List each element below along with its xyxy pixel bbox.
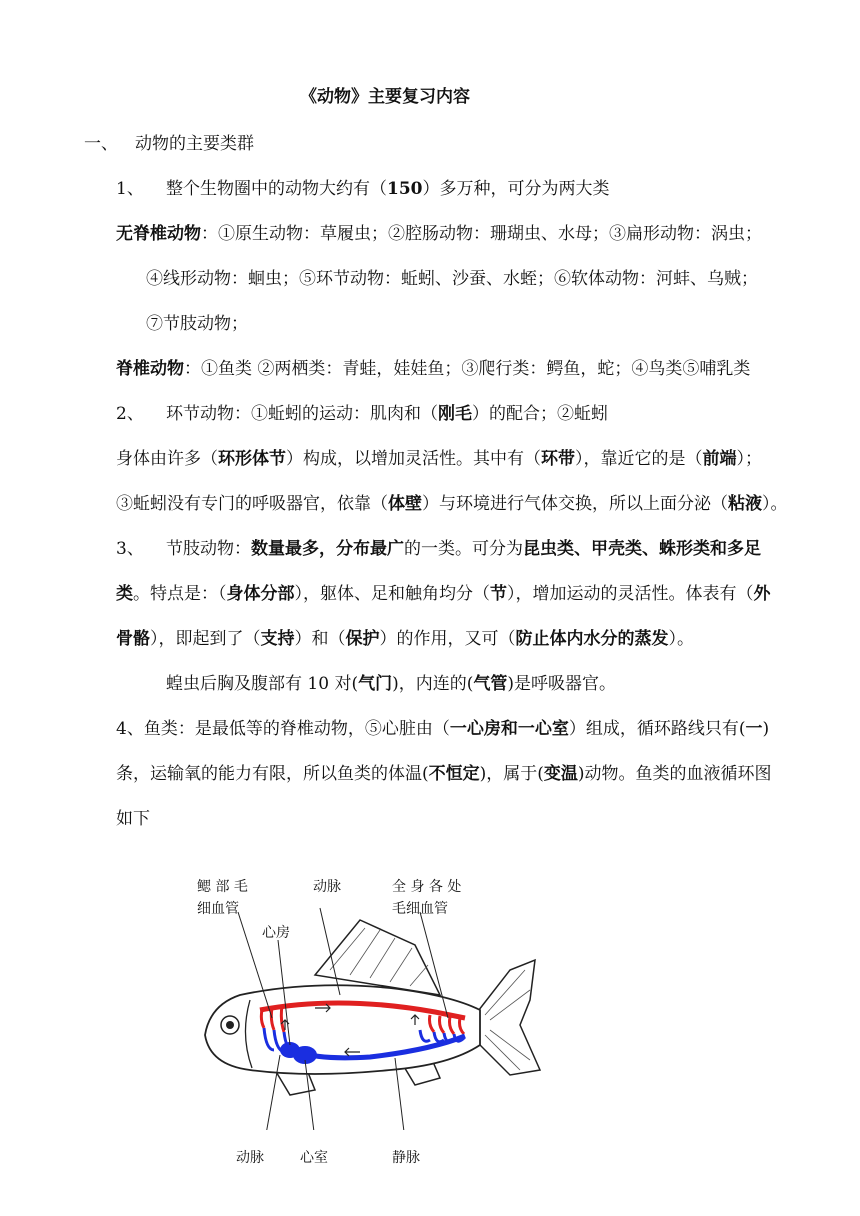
item-3-line-4: 蝗虫后胸及腹部有 10 对(气门)，内连的(气管)是呼吸器官。 bbox=[166, 674, 616, 694]
vertebrates-line: 脊椎动物：①鱼类 ②两栖类：青蛙，娃娃鱼；③爬行类：鳄鱼，蛇；④鸟类⑤哺乳类 bbox=[116, 359, 751, 379]
item-4-line-3: 如下 bbox=[116, 809, 150, 829]
item-1-text: 整个生物圈中的动物大约有（150）多万种，可分为两大类 bbox=[166, 179, 610, 199]
item-3-line-2: 类。特点是：（身体分部），躯体、足和触角均分（节），增加运动的灵活性。体表有（外 bbox=[116, 584, 771, 604]
fish-body bbox=[205, 985, 480, 1074]
item-2-line-3: ③蚯蚓没有专门的呼吸器官，依靠（体壁）与环境进行气体交换，所以上面分泌（粘液）。 bbox=[116, 494, 788, 514]
item-2-line-2: 身体由许多（环形体节）构成，以增加灵活性。其中有（环带），靠近它的是（前端）； bbox=[116, 449, 762, 469]
label-atrium: 心房 bbox=[262, 925, 290, 941]
item-4-line-1: 4、鱼类：是最低等的脊椎动物，⑤心脏由（一心房和一心室）组成，循环路线只有(一) bbox=[116, 719, 770, 739]
item-3-line-3: 骨骼），即起到了（支持）和（保护）的作用，又可（防止体内水分的蒸发）。 bbox=[116, 629, 694, 649]
label-body-capillaries: 全 身 各 处 毛细血管 bbox=[392, 879, 462, 917]
label-artery-top: 动脉 bbox=[313, 879, 341, 895]
invertebrates-line-2: ④线形动物：蛔虫；⑤环节动物：蚯蚓、沙蚕、水蛭；⑥软体动物：河蚌、乌贼； bbox=[146, 269, 758, 289]
label-ventricle: 心室 bbox=[300, 1150, 328, 1166]
item-4-line-2: 条，运输氧的能力有限，所以鱼类的体温(不恒定)，属于(变温)动物。鱼类的血液循环图 bbox=[116, 764, 772, 784]
item-1-number: 1、 bbox=[116, 179, 144, 199]
item-2-number: 2、 bbox=[116, 404, 144, 424]
label-vein: 静脉 bbox=[392, 1150, 420, 1166]
fish-circulation-diagram bbox=[190, 900, 560, 1130]
item-3-line-1: 节肢动物：数量最多，分布最广的一类。可分为昆虫类、甲壳类、蛛形类和多足 bbox=[166, 539, 761, 559]
invertebrates-line-3: ⑦节肢动物； bbox=[146, 314, 248, 334]
section-heading: 动物的主要类群 bbox=[135, 134, 254, 154]
dorsal-fin bbox=[315, 920, 440, 995]
section-number: 一、 bbox=[84, 134, 118, 154]
label-artery-bottom: 动脉 bbox=[236, 1150, 264, 1166]
invertebrates-line-1: 无脊椎动物：①原生动物：草履虫；②腔肠动物：珊瑚虫、水母；③扁形动物：涡虫； bbox=[116, 224, 762, 244]
item-3-number: 3、 bbox=[116, 539, 144, 559]
item-2-line-1: 环节动物：①蚯蚓的运动：肌肉和（刚毛）的配合；②蚯蚓 bbox=[166, 404, 608, 424]
page-title: 《动物》主要复习内容 bbox=[300, 87, 470, 107]
label-gill-capillaries: 鳃 部 毛 细血管 bbox=[197, 879, 248, 917]
